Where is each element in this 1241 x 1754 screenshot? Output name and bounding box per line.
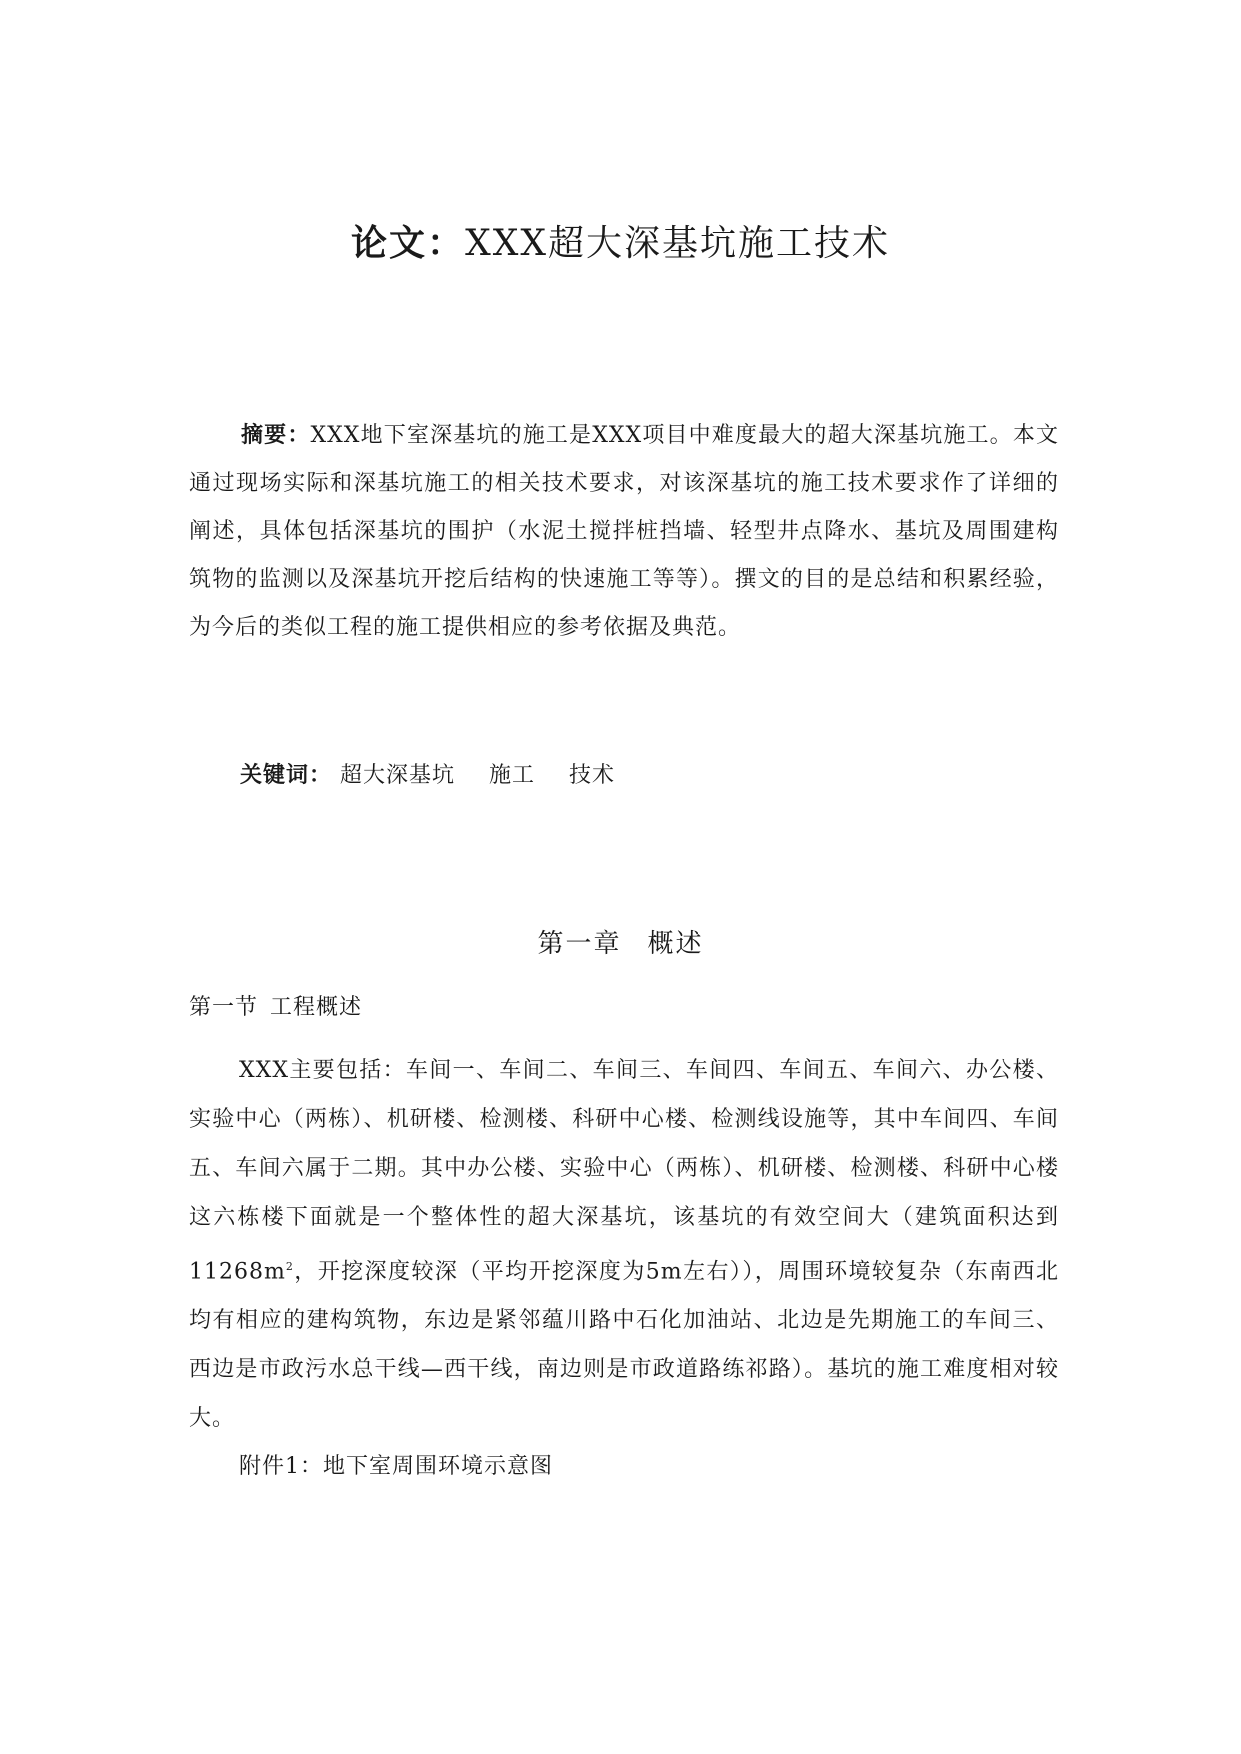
document-title [0,222,1241,266]
abstract-label: 摘要： [241,423,311,448]
title-text: XXX超大深基坑施工技术 [465,223,890,264]
attachment-note: 附件1：地下室周围环境示意图 [239,1454,553,1479]
section-heading [189,988,362,1028]
chapter-heading [0,924,1241,964]
section-title: 工程概述 [270,995,363,1020]
chapter-number: 第一章 [537,929,622,959]
abstract-paragraph [189,412,1059,652]
title-label: 论文： [351,223,466,264]
keyword-item: 施工 [489,763,536,788]
body-text-part2: ，开挖深度较深（平均开挖深度为5m左右）），周围环境较复杂（东南西北均有相应的建构筑物，东边是紧邻蕴川路中石化加油站、北边是先期施工的车间三、西边是市政污水总干线—西干线，南边则是市政道路练祁路）。基坑的施工难度相对较大。 [189,1259,1059,1432]
chapter-title: 概述 [647,929,704,959]
body-paragraph [189,1046,1059,1443]
keyword-item: 超大深基坑 [340,763,456,788]
keywords-label: 关键词： [240,763,333,788]
area-unit-superscript: 2 [285,1260,294,1273]
body-text-part1: XXX主要包括：车间一、车间二、车间三、车间四、车间五、车间六、办公楼、实验中心（两栋）、机研楼、检测楼、科研中心楼、检测线设施等，其中车间四、车间五、车间六属于二期。其中办公楼、实验中心（两栋）、机研楼、检测楼、科研中心楼这六栋楼下面就是一个整体性的超大深基坑，该基坑的有效空间大（建筑面积达到11268m [189,1058,1059,1285]
keywords-line [240,756,641,796]
abstract-text: XXX地下室深基坑的施工是XXX项目中难度最大的超大深基坑施工。本文通过现场实际和深基坑施工的相关技术要求，对该深基坑的施工技术要求作了详细的阐述，具体包括深基坑的围护（水泥土搅拌桩挡墙、轻型井点降水、基坑及周围建构筑物的监测以及深基坑开挖后结构的快速施工等等）。撰文的目的是总结和积累经验，为今后的类似工程的施工提供相应的参考依据及典范。 [189,423,1059,640]
keyword-item: 技术 [569,763,616,788]
section-number: 第一节 [189,995,259,1020]
